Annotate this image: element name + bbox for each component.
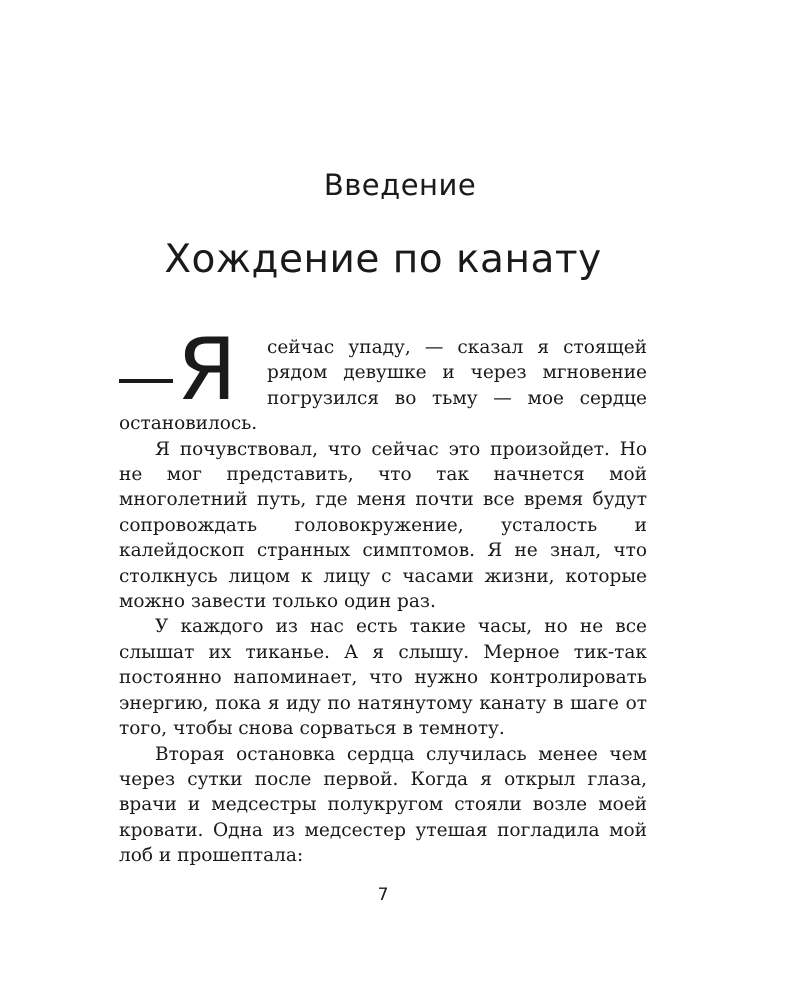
page-number: 7 xyxy=(377,885,389,905)
chapter-label: Введение xyxy=(323,168,477,202)
chapter-title: Хождение по канату xyxy=(164,237,602,282)
paragraph: сейчас упаду, — сказал я стоящей рядом девушке и через мгновение погрузился во тьму — мое сердце остановилось. xyxy=(119,337,647,435)
paragraph: У каждого из нас есть такие часы, но не все слышат их тиканье. А я слышу. Мерное тик-так постоянно напоминает, что нужно контролировать энергию, пока я иду по натянутому канату в шаге от того, чтобы снова сорваться в темноту. xyxy=(119,616,647,740)
body-text xyxy=(119,320,647,869)
paragraph: Я почувствовал, что сейчас это произойдет. Но не мог представить, что так начнется мой многолетний путь, где меня почти все время будут сопровождать головокружение, усталость и калейдоскоп странных симптомов. Я не знал, что столкнусь лицом к лицу с часами жизни, которые можно завести только один раз. xyxy=(119,438,647,613)
drop-cap-dash xyxy=(119,379,173,383)
paragraph: Вторая остановка сердца случилась менее чем через сутки после первой. Когда я открыл глаза, врачи и медсестры полукругом стояли возле моей кровати. Одна из медсестер утешая погладила мой лоб и прошептала: xyxy=(119,743,647,867)
drop-cap-letter: Я xyxy=(177,320,237,420)
drop-cap xyxy=(119,320,247,420)
